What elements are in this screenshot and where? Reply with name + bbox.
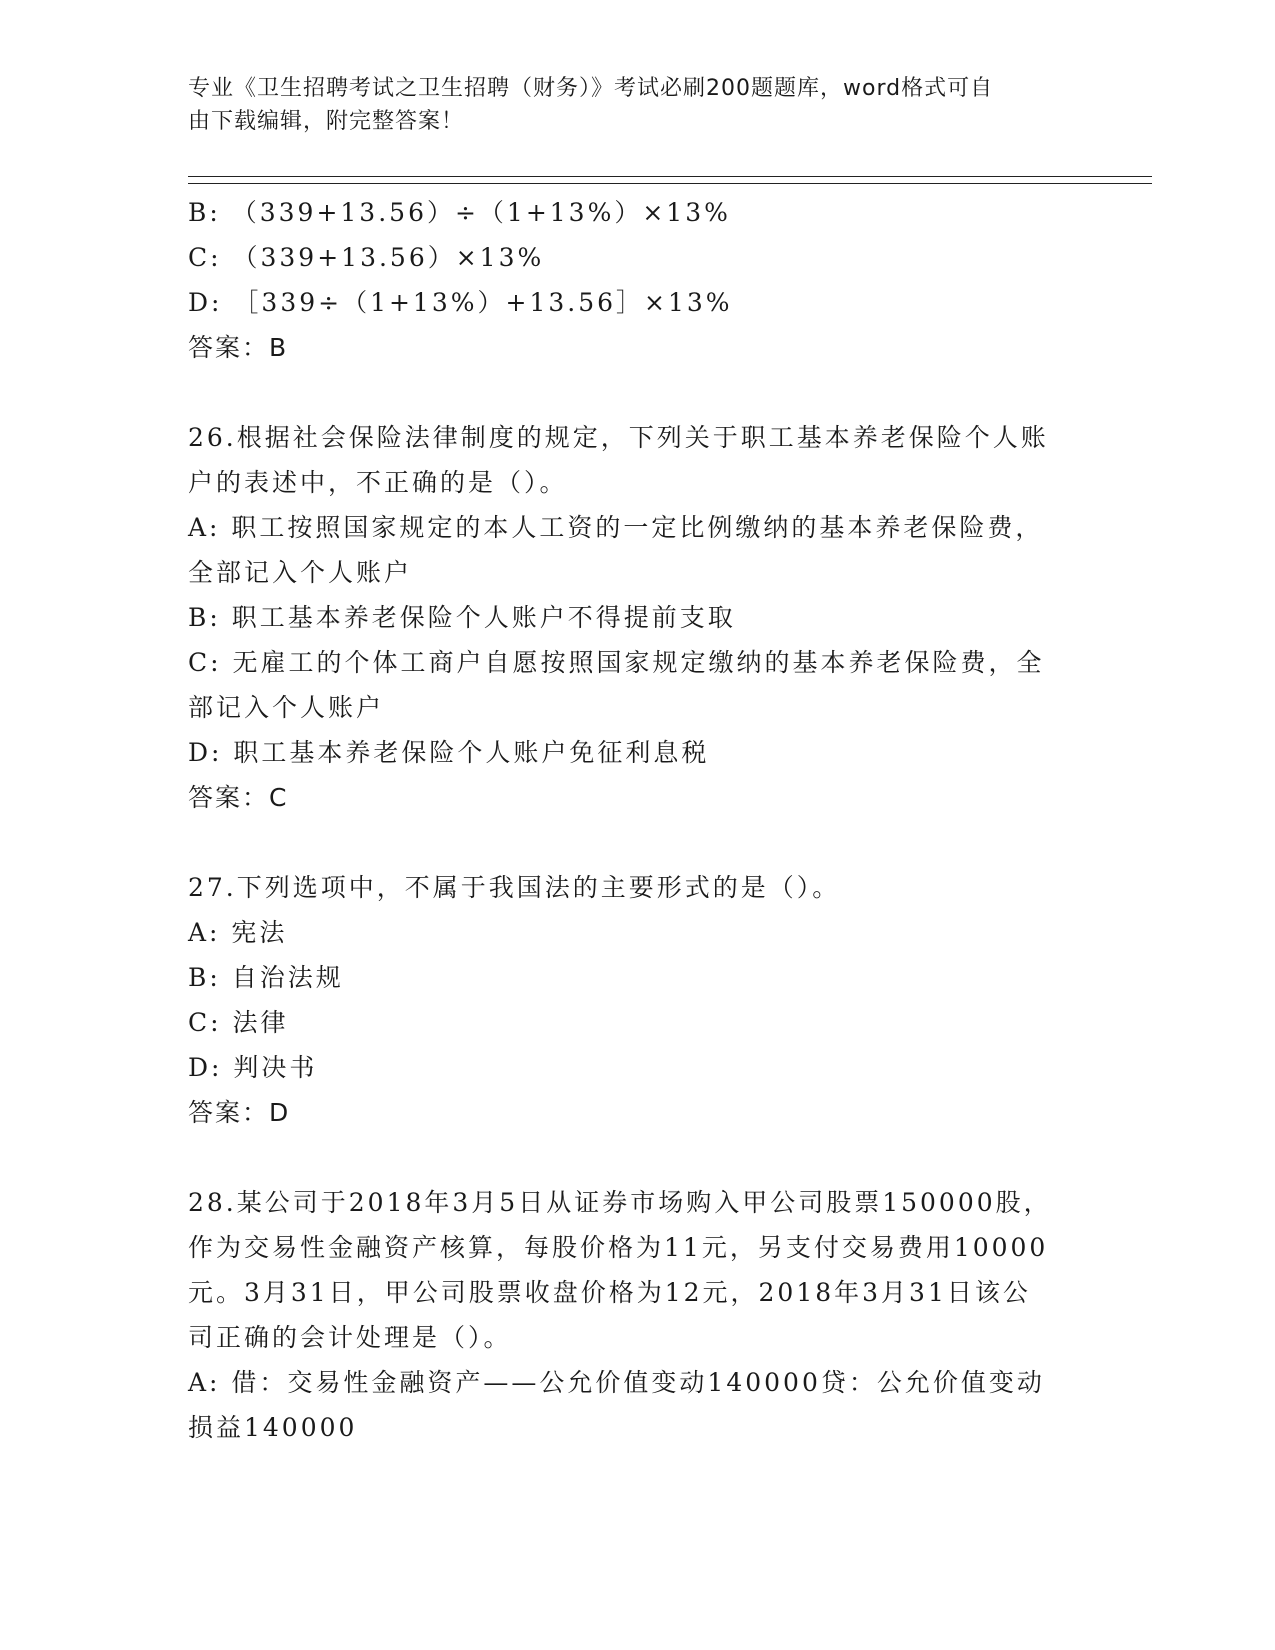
option-a-cont: 损益140000 [188,1413,358,1442]
header-divider-top [188,176,1152,177]
option-c: C: （339+13.56）×13% [188,243,545,272]
question-stem-cont: 作为交易性金融资产核算，每股价格为11元，另支付交易费用10000 [188,1233,1049,1262]
option-b: B: （339+13.56）÷（1+13%）×13% [188,198,731,227]
document-header [188,72,1068,138]
question-26 [188,415,1088,820]
spacer [188,820,1088,865]
question-25-continued [188,190,1088,370]
spacer [188,1135,1088,1180]
answer: 答案：D [188,1098,291,1127]
answer: 答案：C [188,783,289,812]
question-stem: 27.下列选项中，不属于我国法的主要形式的是（）。 [188,873,841,902]
option-a-cont: 全部记入个人账户 [188,558,413,587]
option-b: B: 自治法规 [188,963,344,992]
answer: 答案：B [188,333,289,362]
question-27 [188,865,1088,1135]
header-divider-bottom [188,183,1152,184]
question-stem-cont: 户的表述中，不正确的是（）。 [188,468,568,497]
question-stem: 28.某公司于2018年3月5日从证券市场购入甲公司股票150000股， [188,1188,1052,1217]
option-a: A: 职工按照国家规定的本人工资的一定比例缴纳的基本养老保险费， [188,513,1044,542]
question-list [188,190,1088,1450]
option-c: C: 无雇工的个体工商户自愿按照国家规定缴纳的基本养老保险费，全 [188,648,1045,677]
question-stem: 26.根据社会保险法律制度的规定，下列关于职工基本养老保险个人账 [188,423,1049,452]
question-28 [188,1180,1088,1450]
spacer [188,370,1088,415]
option-c: C: 法律 [188,1008,289,1037]
question-stem-cont: 元。3月31日，甲公司股票收盘价格为12元，2018年3月31日该公 [188,1278,1031,1307]
option-d: D: 职工基本养老保险个人账户免征利息税 [188,738,710,767]
option-c-cont: 部记入个人账户 [188,693,385,722]
option-a: A: 宪法 [188,918,288,947]
option-b: B: 职工基本养老保险个人账户不得提前支取 [188,603,736,632]
header-title-line-2: 由下载编辑，附完整答案！ [188,109,465,134]
option-d: D: ［339÷（1+13%）+13.56］×13% [188,288,733,317]
header-title-line-1: 专业《卫生招聘考试之卫生招聘（财务）》考试必刷200题题库，word格式可自 [188,76,994,101]
option-d: D: 判决书 [188,1053,318,1082]
question-stem-cont: 司正确的会计处理是（）。 [188,1323,512,1352]
option-a: A: 借：交易性金融资产——公允价值变动140000贷：公允价值变动 [188,1368,1045,1397]
